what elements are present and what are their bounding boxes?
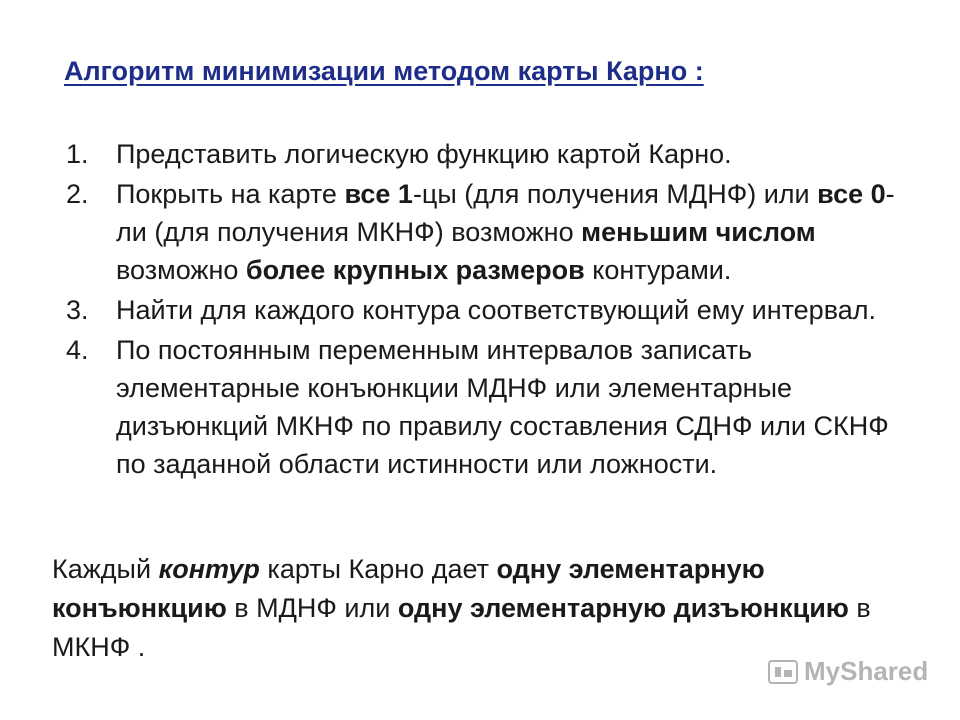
summary-emphasis: одну элементарную дизъюнкцию: [397, 593, 849, 623]
summary-paragraph: [52, 550, 892, 667]
step-text-segment: -цы (для получения МДНФ) или: [412, 179, 818, 209]
step-text: [116, 291, 896, 329]
step-text-segment: возможно: [116, 255, 246, 285]
step-item: [66, 135, 896, 173]
step-number: 4.: [66, 335, 89, 365]
step-text-emphasis: все 0: [817, 179, 886, 209]
step-number: 1.: [66, 139, 89, 169]
step-text-segment: -ли (для получения МКНФ) возможно: [116, 179, 895, 247]
step-text-segment: Найти для каждого контура соответствующий ему интервал.: [116, 295, 877, 325]
step-text: [116, 175, 896, 289]
step-text: [116, 135, 896, 173]
summary-text: карты Карно дает: [259, 554, 497, 584]
step-item: [66, 291, 896, 329]
step-number: 3.: [66, 295, 89, 325]
step-item: [66, 175, 896, 289]
step-text-segment: Представить логическую функцию картой Карно.: [116, 139, 732, 169]
summary-text: Каждый: [52, 554, 159, 584]
summary-emphasis: контур: [158, 554, 260, 584]
step-number: 2.: [66, 179, 89, 209]
watermark: [768, 656, 928, 687]
algorithm-steps: [66, 135, 896, 485]
summary-text: в МКНФ .: [52, 593, 871, 662]
step-text-emphasis: все 1: [344, 179, 413, 209]
step-text-segment: По постоянным переменным интервалов записать элементарные конъюнкции МДНФ или элементарные дизъюнкций МКНФ по правилу составления СДНФ или СКНФ по заданной области истинности или ложности.: [116, 335, 889, 479]
myshared-logo-icon: [768, 660, 798, 684]
step-text-segment: контурами.: [584, 255, 732, 285]
step-item: [66, 331, 896, 483]
step-text-segment: Покрыть на карте: [116, 179, 345, 209]
watermark-text: MyShared: [804, 656, 929, 686]
summary-emphasis: одну элементарную конъюнкцию: [52, 554, 765, 623]
step-text: [116, 331, 896, 483]
summary-text: в МДНФ или: [226, 593, 398, 623]
step-text-emphasis: более крупных размеров: [245, 255, 585, 285]
step-text-emphasis: меньшим числом: [581, 217, 816, 247]
page-title: Алгоритм минимизации методом карты Карно :: [64, 56, 704, 86]
